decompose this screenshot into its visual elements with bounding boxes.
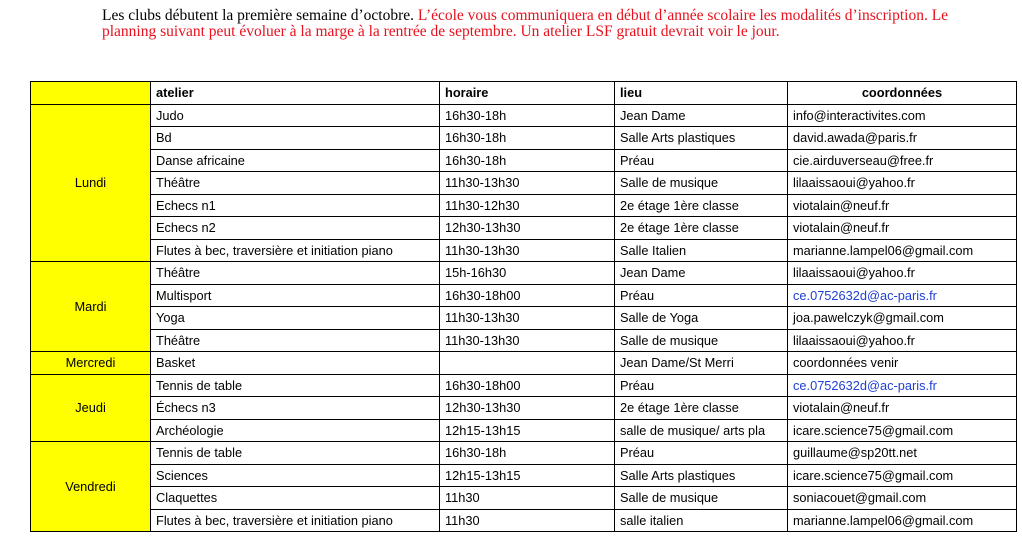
- lieu-cell: 2e étage 1ère classe: [615, 194, 788, 217]
- header-coordonnees: coordonnées: [788, 82, 1017, 105]
- contact-cell: guillaume@sp20tt.net: [788, 442, 1017, 465]
- horaire-cell: 16h30-18h: [440, 104, 615, 127]
- contact-cell[interactable]: ce.0752632d@ac-paris.fr: [788, 284, 1017, 307]
- table-row: [31, 172, 1017, 195]
- table-row: [31, 329, 1017, 352]
- horaire-cell: 11h30: [440, 509, 615, 532]
- contact-cell: joa.pawelczyk@gmail.com: [788, 307, 1017, 330]
- table-row: [31, 194, 1017, 217]
- lieu-cell: Préau: [615, 149, 788, 172]
- contact-cell[interactable]: ce.0752632d@ac-paris.fr: [788, 374, 1017, 397]
- lieu-cell: Salle de musique: [615, 329, 788, 352]
- contact-cell: viotalain@neuf.fr: [788, 397, 1017, 420]
- horaire-cell: 12h15-13h15: [440, 419, 615, 442]
- atelier-cell: Echecs n1: [151, 194, 440, 217]
- atelier-cell: Flutes à bec, traversière et initiation piano: [151, 239, 440, 262]
- horaire-cell: 11h30-13h30: [440, 239, 615, 262]
- horaire-cell: 16h30-18h: [440, 127, 615, 150]
- atelier-cell: Yoga: [151, 307, 440, 330]
- table-row: [31, 397, 1017, 420]
- day-column-header: [31, 82, 151, 105]
- table-row: [31, 442, 1017, 465]
- horaire-cell: 15h-16h30: [440, 262, 615, 285]
- schedule-body: [31, 104, 1017, 532]
- atelier-cell: Basket: [151, 352, 440, 375]
- table-row: [31, 307, 1017, 330]
- table-row: [31, 262, 1017, 285]
- horaire-cell: 11h30-13h30: [440, 329, 615, 352]
- lieu-cell: Salle Arts plastiques: [615, 127, 788, 150]
- lieu-cell: Salle de musique: [615, 487, 788, 510]
- lieu-cell: Préau: [615, 442, 788, 465]
- contact-cell: lilaaissaoui@yahoo.fr: [788, 329, 1017, 352]
- table-row: [31, 487, 1017, 510]
- contact-cell: icare.science75@gmail.com: [788, 419, 1017, 442]
- horaire-cell: 12h15-13h15: [440, 464, 615, 487]
- lieu-cell: Jean Dame/St Merri: [615, 352, 788, 375]
- day-label: Mercredi: [31, 352, 151, 375]
- atelier-cell: Judo: [151, 104, 440, 127]
- table-row: [31, 149, 1017, 172]
- table-row: [31, 509, 1017, 532]
- atelier-cell: Danse africaine: [151, 149, 440, 172]
- table-header-row: [31, 82, 1017, 105]
- table-row: [31, 374, 1017, 397]
- header-lieu: lieu: [615, 82, 788, 105]
- day-label: Vendredi: [31, 442, 151, 532]
- horaire-cell: 16h30-18h00: [440, 374, 615, 397]
- contact-cell: marianne.lampel06@gmail.com: [788, 509, 1017, 532]
- lieu-cell: Salle de musique: [615, 172, 788, 195]
- contact-cell: david.awada@paris.fr: [788, 127, 1017, 150]
- atelier-cell: Échecs n3: [151, 397, 440, 420]
- day-label: Lundi: [31, 104, 151, 262]
- lieu-cell: Préau: [615, 284, 788, 307]
- horaire-cell: 11h30: [440, 487, 615, 510]
- table-row: [31, 104, 1017, 127]
- lieu-cell: Préau: [615, 374, 788, 397]
- table-row: [31, 464, 1017, 487]
- contact-cell: viotalain@neuf.fr: [788, 217, 1017, 240]
- table-row: [31, 127, 1017, 150]
- lieu-cell: Jean Dame: [615, 104, 788, 127]
- horaire-cell: [440, 352, 615, 375]
- atelier-cell: Echecs n2: [151, 217, 440, 240]
- atelier-cell: Tennis de table: [151, 374, 440, 397]
- lieu-cell: Salle de Yoga: [615, 307, 788, 330]
- contact-cell: viotalain@neuf.fr: [788, 194, 1017, 217]
- atelier-cell: Sciences: [151, 464, 440, 487]
- atelier-cell: Tennis de table: [151, 442, 440, 465]
- atelier-cell: Bd: [151, 127, 440, 150]
- contact-cell: marianne.lampel06@gmail.com: [788, 239, 1017, 262]
- header-horaire: horaire: [440, 82, 615, 105]
- horaire-cell: 16h30-18h: [440, 442, 615, 465]
- lieu-cell: 2e étage 1ère classe: [615, 217, 788, 240]
- intro-notice: L’école vous communiquera en début d’année scolaire les modalités d’inscription. Le planning suivant peut évoluer à la marge à la rentrée de septembre. Un atelier LSF gratuit devrait voir le jour.: [102, 7, 949, 40]
- atelier-cell: Claquettes: [151, 487, 440, 510]
- contact-cell: lilaaissaoui@yahoo.fr: [788, 262, 1017, 285]
- atelier-cell: Théâtre: [151, 172, 440, 195]
- atelier-cell: Flutes à bec, traversière et initiation piano: [151, 509, 440, 532]
- horaire-cell: 11h30-12h30: [440, 194, 615, 217]
- contact-cell: soniacouet@gmail.com: [788, 487, 1017, 510]
- table-row: [31, 217, 1017, 240]
- contact-cell: coordonnées venir: [788, 352, 1017, 375]
- lieu-cell: salle italien: [615, 509, 788, 532]
- contact-cell: icare.science75@gmail.com: [788, 464, 1017, 487]
- schedule-table: [30, 81, 1017, 532]
- day-label: Mardi: [31, 262, 151, 352]
- table-row: [31, 419, 1017, 442]
- horaire-cell: 11h30-13h30: [440, 172, 615, 195]
- horaire-cell: 16h30-18h: [440, 149, 615, 172]
- atelier-cell: Théâtre: [151, 329, 440, 352]
- contact-cell: lilaaissaoui@yahoo.fr: [788, 172, 1017, 195]
- atelier-cell: Théâtre: [151, 262, 440, 285]
- horaire-cell: 12h30-13h30: [440, 397, 615, 420]
- horaire-cell: 11h30-13h30: [440, 307, 615, 330]
- horaire-cell: 12h30-13h30: [440, 217, 615, 240]
- horaire-cell: 16h30-18h00: [440, 284, 615, 307]
- lieu-cell: Jean Dame: [615, 262, 788, 285]
- table-row: [31, 239, 1017, 262]
- table-row: [31, 352, 1017, 375]
- header-atelier: atelier: [151, 82, 440, 105]
- table-row: [31, 284, 1017, 307]
- lieu-cell: Salle Arts plastiques: [615, 464, 788, 487]
- atelier-cell: Archéologie: [151, 419, 440, 442]
- atelier-cell: Multisport: [151, 284, 440, 307]
- intro-paragraph: [102, 8, 982, 39]
- day-label: Jeudi: [31, 374, 151, 442]
- lieu-cell: 2e étage 1ère classe: [615, 397, 788, 420]
- intro-text: Les clubs débutent la première semaine d’octobre.: [102, 7, 415, 24]
- lieu-cell: salle de musique/ arts pla: [615, 419, 788, 442]
- lieu-cell: Salle Italien: [615, 239, 788, 262]
- contact-cell: cie.airduverseau@free.fr: [788, 149, 1017, 172]
- contact-cell: info@interactivites.com: [788, 104, 1017, 127]
